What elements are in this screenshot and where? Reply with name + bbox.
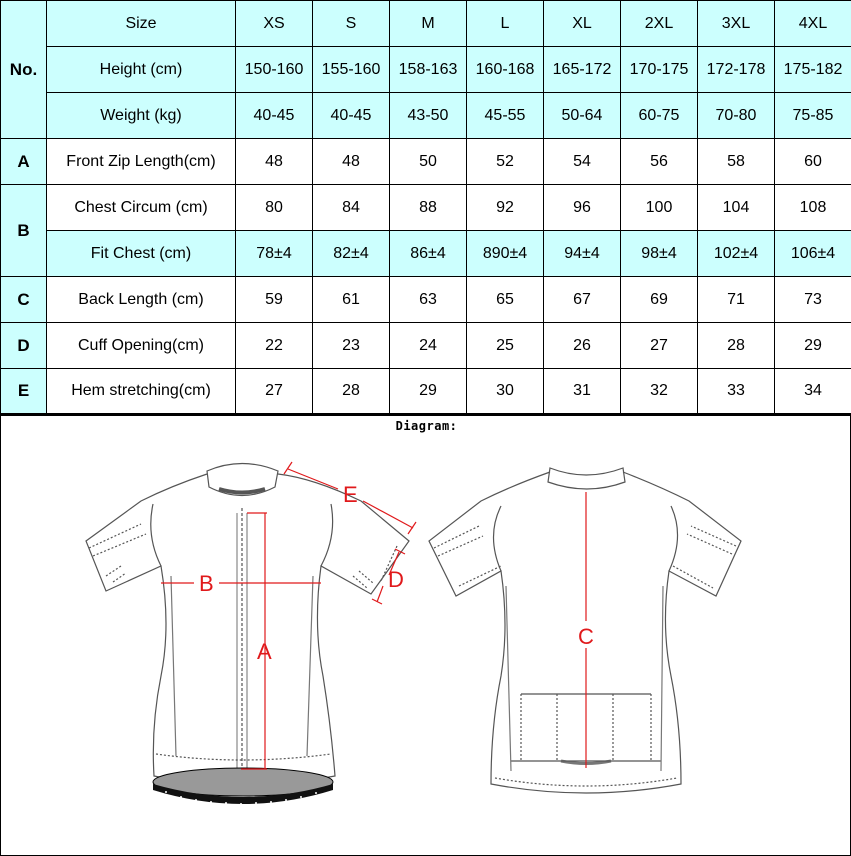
value-cell: 27 xyxy=(621,323,698,369)
value-cell: 82±4 xyxy=(313,231,390,277)
value-cell: 67 xyxy=(544,277,621,323)
value-cell: 23 xyxy=(313,323,390,369)
value-cell: 104 xyxy=(698,185,775,231)
value-cell: 28 xyxy=(698,323,775,369)
value-cell: 34 xyxy=(775,369,851,415)
value-cell: 73 xyxy=(775,277,851,323)
row-code: E xyxy=(1,369,47,415)
value-cell: 28 xyxy=(313,369,390,415)
weight-cell: 45-55 xyxy=(467,93,544,139)
height-row xyxy=(1,47,851,93)
row-label: Front Zip Length(cm) xyxy=(47,139,236,185)
value-cell: 96 xyxy=(544,185,621,231)
size-cell: XL xyxy=(544,1,621,47)
row-code: B xyxy=(1,185,47,277)
front-jersey-icon xyxy=(86,464,409,786)
weight-cell: 40-45 xyxy=(313,93,390,139)
value-cell: 86±4 xyxy=(390,231,467,277)
back-collar xyxy=(548,468,625,489)
value-cell: 71 xyxy=(698,277,775,323)
value-cell: 84 xyxy=(313,185,390,231)
back-length-row xyxy=(1,277,851,323)
value-cell: 61 xyxy=(313,277,390,323)
size-chart-table xyxy=(0,0,851,416)
value-cell: 22 xyxy=(236,323,313,369)
value-cell: 102±4 xyxy=(698,231,775,277)
label-a: A xyxy=(257,639,272,664)
jersey-diagram-svg xyxy=(1,416,850,855)
diagram-title: Diagram: xyxy=(395,419,458,433)
label-b: B xyxy=(199,571,214,596)
value-cell: 78±4 xyxy=(236,231,313,277)
value-cell: 27 xyxy=(236,369,313,415)
height-cell: 170-175 xyxy=(621,47,698,93)
size-cell: 4XL xyxy=(775,1,851,47)
value-cell: 52 xyxy=(467,139,544,185)
value-cell: 98±4 xyxy=(621,231,698,277)
row-label: Cuff Opening(cm) xyxy=(47,323,236,369)
value-cell: 56 xyxy=(621,139,698,185)
height-cell: 172-178 xyxy=(698,47,775,93)
label-e: E xyxy=(343,482,358,507)
weight-row xyxy=(1,93,851,139)
row-label: Hem stretching(cm) xyxy=(47,369,236,415)
weight-cell: 50-64 xyxy=(544,93,621,139)
value-cell: 58 xyxy=(698,139,775,185)
cuff-opening-row xyxy=(1,323,851,369)
value-cell: 88 xyxy=(390,185,467,231)
row-label: Chest Circum (cm) xyxy=(47,185,236,231)
value-cell: 48 xyxy=(236,139,313,185)
value-cell: 29 xyxy=(390,369,467,415)
height-cell: 165-172 xyxy=(544,47,621,93)
value-cell: 890±4 xyxy=(467,231,544,277)
hem-stretching-row xyxy=(1,369,851,415)
value-cell: 69 xyxy=(621,277,698,323)
size-cell: 3XL xyxy=(698,1,775,47)
height-label: Height (cm) xyxy=(47,47,236,93)
weight-cell: 43-50 xyxy=(390,93,467,139)
value-cell: 33 xyxy=(698,369,775,415)
size-cell: XS xyxy=(236,1,313,47)
value-cell: 32 xyxy=(621,369,698,415)
value-cell: 50 xyxy=(390,139,467,185)
value-cell: 25 xyxy=(467,323,544,369)
value-cell: 80 xyxy=(236,185,313,231)
size-cell: M xyxy=(390,1,467,47)
fit-chest-row xyxy=(1,231,851,277)
value-cell: 60 xyxy=(775,139,851,185)
value-cell: 29 xyxy=(775,323,851,369)
weight-label: Weight (kg) xyxy=(47,93,236,139)
weight-cell: 75-85 xyxy=(775,93,851,139)
value-cell: 92 xyxy=(467,185,544,231)
hem-band-icon xyxy=(153,768,333,805)
row-label: Back Length (cm) xyxy=(47,277,236,323)
size-cell: 2XL xyxy=(621,1,698,47)
size-cell: S xyxy=(313,1,390,47)
size-row xyxy=(1,1,851,47)
weight-cell: 40-45 xyxy=(236,93,313,139)
size-label: Size xyxy=(47,1,236,47)
value-cell: 30 xyxy=(467,369,544,415)
row-code: C xyxy=(1,277,47,323)
measurement-diagram xyxy=(0,415,851,856)
size-cell: L xyxy=(467,1,544,47)
value-cell: 63 xyxy=(390,277,467,323)
no-label: No. xyxy=(1,1,47,139)
value-cell: 94±4 xyxy=(544,231,621,277)
row-label: Fit Chest (cm) xyxy=(47,231,236,277)
height-cell: 175-182 xyxy=(775,47,851,93)
row-code: D xyxy=(1,323,47,369)
value-cell: 24 xyxy=(390,323,467,369)
value-cell: 59 xyxy=(236,277,313,323)
value-cell: 65 xyxy=(467,277,544,323)
label-c: C xyxy=(578,624,594,649)
front-zip-row xyxy=(1,139,851,185)
height-cell: 158-163 xyxy=(390,47,467,93)
chest-circum-row xyxy=(1,185,851,231)
value-cell: 100 xyxy=(621,185,698,231)
height-cell: 160-168 xyxy=(467,47,544,93)
value-cell: 26 xyxy=(544,323,621,369)
weight-cell: 60-75 xyxy=(621,93,698,139)
value-cell: 108 xyxy=(775,185,851,231)
weight-cell: 70-80 xyxy=(698,93,775,139)
height-cell: 155-160 xyxy=(313,47,390,93)
height-cell: 150-160 xyxy=(236,47,313,93)
value-cell: 31 xyxy=(544,369,621,415)
value-cell: 54 xyxy=(544,139,621,185)
label-d: D xyxy=(388,567,404,592)
row-code: A xyxy=(1,139,47,185)
value-cell: 48 xyxy=(313,139,390,185)
value-cell: 106±4 xyxy=(775,231,851,277)
